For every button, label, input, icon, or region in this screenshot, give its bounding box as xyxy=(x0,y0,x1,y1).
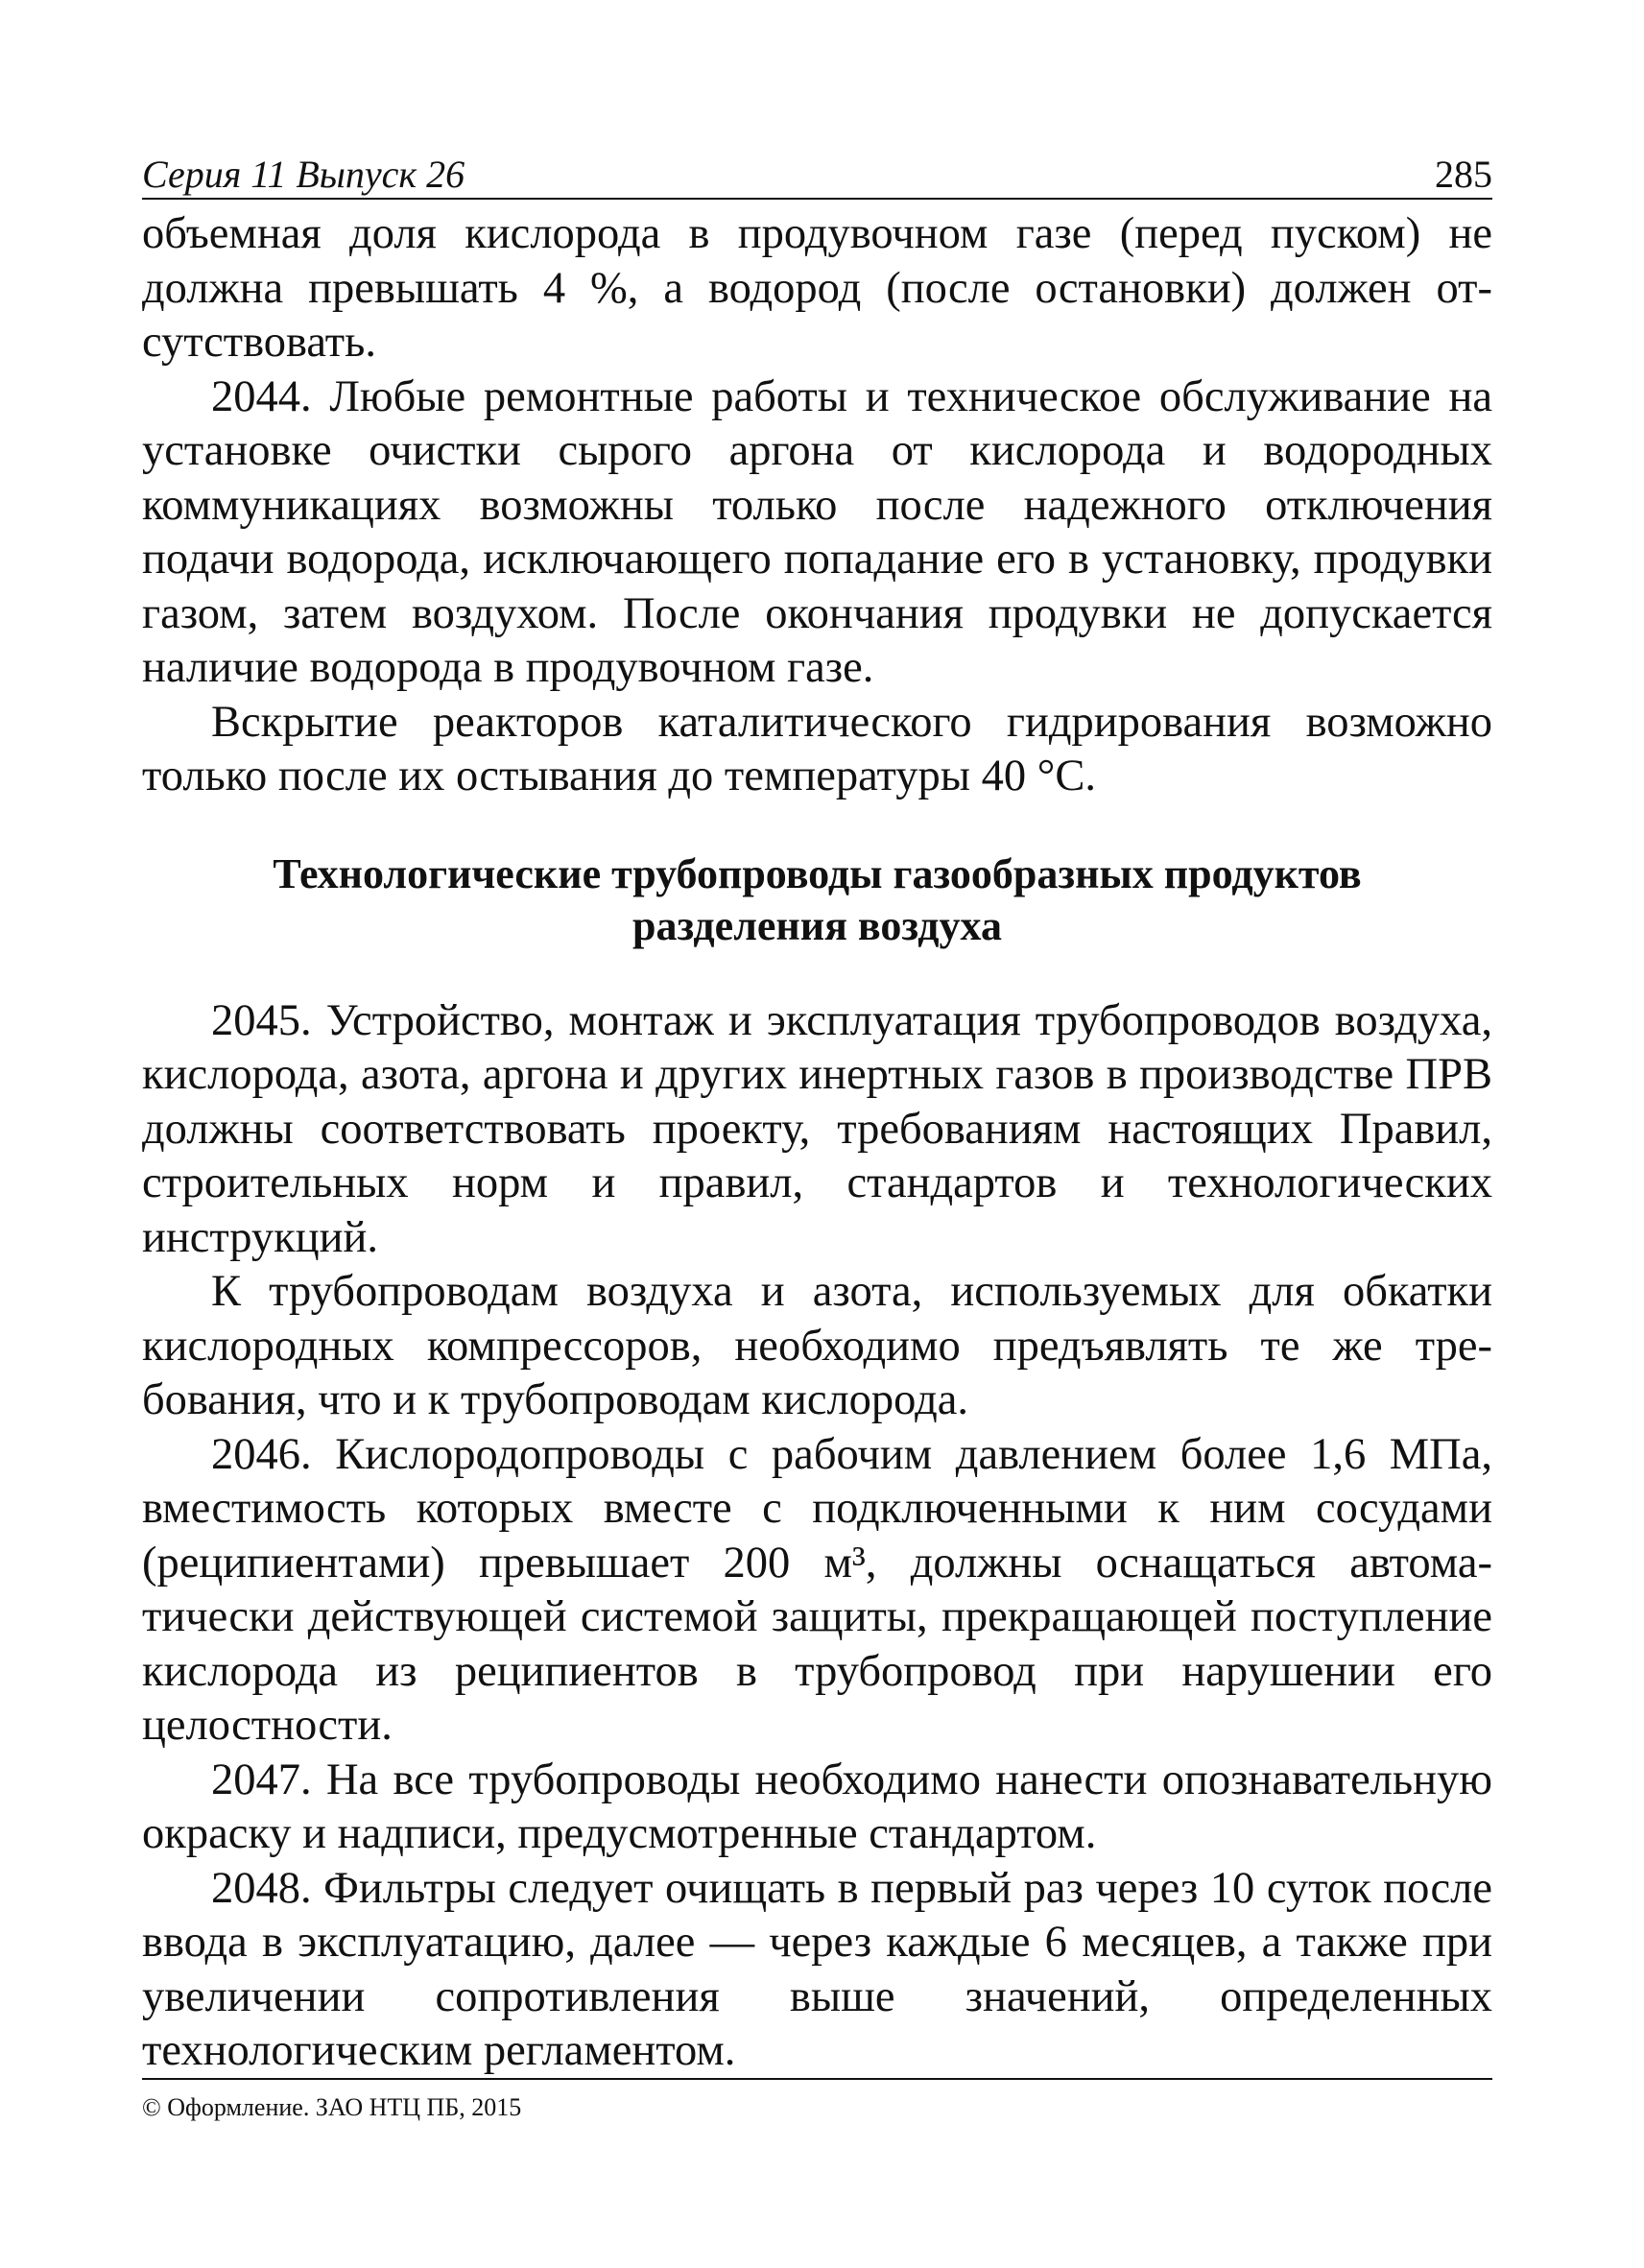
paragraph-2044: 2044. Любые ремонтные работы и техническое обслуживание на установке очистки сырого аргона от кислорода и водородных коммуникациях возможны только после надежного отключения подачи водорода, исключающего попадание его в установку, продувки газом, затем воздухом. После окончания продувки не допускается наличие водорода в продувочном газе. xyxy=(142,371,1492,692)
paragraph-2046: 2046. Кислородопроводы с рабочим давлением более 1,6 МПа, вместимость которых вместе с подключенными к ним сосудами (реципиентами) превышает 200 м³, должны оснащаться автоматически действующей системой защиты, прекращающей поступление кислорода из реципиентов в трубопровод при нарушении его целостности. xyxy=(142,1429,1492,1750)
page-footer xyxy=(142,2078,1492,2122)
body-text-top xyxy=(142,207,1492,804)
paragraph-2045: 2045. Устройство, монтаж и эксплуатация трубопроводов воздуха, кислорода, азота, аргона и других инертных газов в производстве ПРВ должны соответствовать проекту, требованиям настоящих Правил, строительных норм и правил, стандартов и технологических инструкций. xyxy=(142,995,1492,1262)
paragraph-nitrogen-pipelines: К трубопроводам воздуха и азота, используемых для обкатки кислородных компрессоров, необходимо предъявлять те же требования, что и к трубопроводам кислорода. xyxy=(142,1267,1492,1424)
section-heading-line-1: Технологические трубопроводы газообразных продуктов xyxy=(273,849,1362,897)
body-text-bottom xyxy=(142,994,1492,2079)
paragraph-2047: 2047. На все трубопроводы необходимо нанести опознавательную окраску и надписи, предусмотренные стандартом. xyxy=(142,1755,1492,1858)
section-heading-line-2: разделения воздуха xyxy=(632,901,1002,949)
series-label: Серия 11 Выпуск 26 xyxy=(142,153,465,196)
paragraph-2048: 2048. Фильтры следует очищать в первый раз через 10 суток после ввода в эксплуатацию, далее — через каждые 6 месяцев, а также при увеличении сопротивления выше значений, определенных технологическим регламентом. xyxy=(142,1863,1492,2075)
paragraph-continuation: объемная доля кислорода в продувочном газе (перед пуском) не должна превышать 4 %, а водород (после остановки) должен отсутствовать. xyxy=(142,209,1492,367)
copyright-notice: © Оформление. ЗАО НТЦ ПБ, 2015 xyxy=(142,2093,522,2121)
running-header xyxy=(142,152,1492,200)
document-page xyxy=(142,152,1492,2079)
section-heading xyxy=(142,848,1492,952)
paragraph-reactor-opening: Вскрытие реакторов каталитического гидрирования возможно только после их остывания до температуры 40 °С. xyxy=(142,697,1492,800)
page-number: 285 xyxy=(1435,153,1492,196)
